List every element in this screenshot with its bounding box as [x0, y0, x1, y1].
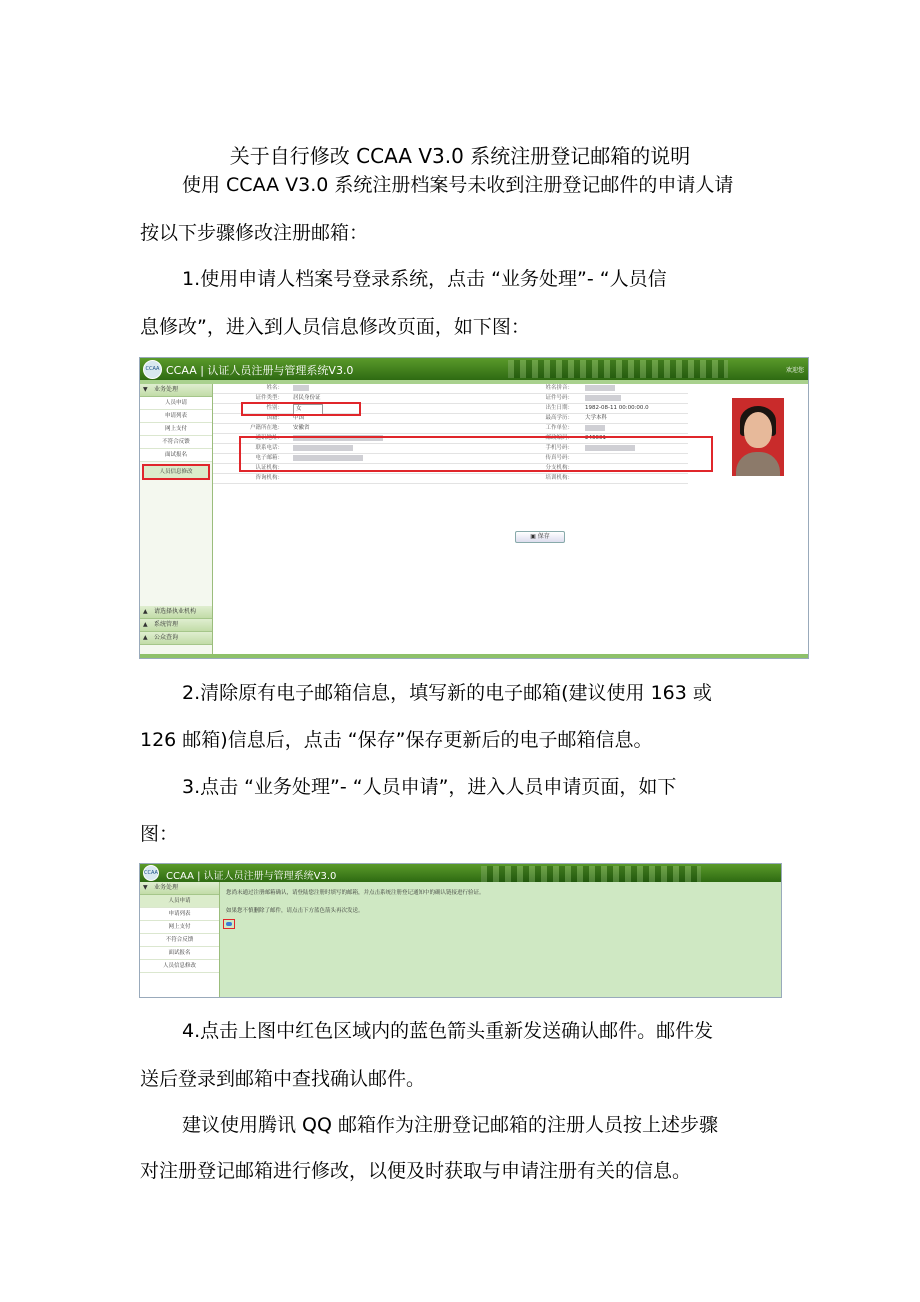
sidebar-item-apply[interactable]: 人员申请 — [140, 895, 219, 908]
field-label: 国籍： — [266, 415, 283, 421]
sidebar-item-interview[interactable]: 面试报名 — [140, 449, 212, 462]
step2-line-1: 2.清除原有电子邮箱信息，填写新的电子邮箱(建议使用 163 或 — [182, 682, 712, 704]
app-title: CCAA | 认证人员注册与管理系统V3.0 — [166, 871, 337, 882]
apply-content — [220, 882, 781, 997]
step4-line-2: 送后登录到邮箱中查找确认邮件。 — [140, 1068, 426, 1090]
field-label: 传真号码： — [545, 455, 573, 461]
sidebar-item-nonconformity[interactable]: 不符合反馈 — [140, 934, 219, 947]
chevron-up-icon: ▲ — [143, 634, 148, 641]
app-banner — [140, 358, 808, 380]
sidebar-item-interview[interactable]: 面试报名 — [140, 947, 219, 960]
note-line-2: 对注册登记邮箱进行修改，以便及时获取与申请注册有关的信息。 — [140, 1160, 692, 1182]
sidebar-item-nonconformity[interactable]: 不符合反馈 — [140, 436, 212, 449]
sidebar-item-info-edit[interactable]: 人员信息修改 — [142, 464, 210, 480]
sidebar-section-org[interactable] — [140, 606, 212, 619]
sidebar-header-label: 业务处理 — [154, 884, 179, 891]
field-label: 出生日期： — [545, 405, 573, 411]
field-value: 1982-08-11 00:00:00.0 — [585, 405, 649, 411]
step3-line-1: 3.点击 “业务处理”- “人员申请”，进入人员申请页面，如下 — [182, 776, 677, 798]
contact-highlight-box — [239, 436, 713, 472]
chevron-down-icon: ▼ — [143, 386, 148, 393]
field-label: 证件类型： — [255, 395, 283, 401]
field-value-blurred — [585, 394, 621, 403]
sidebar-section-system[interactable] — [140, 619, 212, 632]
sidebar-item-apply-list[interactable]: 申请列表 — [140, 410, 212, 423]
resend-hint: 如果您不慎删除了邮件，请点击下方蓝色箭头再次发送。 — [226, 908, 364, 914]
step1-line-1: 1.使用申请人档案号登录系统，点击 “业务处理”- “人员信 — [182, 268, 667, 290]
field-label: 联系电话： — [255, 445, 283, 451]
app-title: CCAA | 认证人员注册与管理系统V3.0 — [166, 364, 354, 377]
field-label: 姓名拼音： — [545, 385, 573, 391]
chevron-up-icon: ▲ — [143, 608, 148, 615]
verify-message: 您尚未通过注册邮箱确认，请登陆您注册时填写的邮箱，并点击系统注册登记通知中的确认链接进行验证。 — [226, 890, 485, 896]
sidebar-item-apply-list[interactable]: 申请列表 — [140, 908, 219, 921]
save-icon: ▣ — [530, 533, 538, 540]
form-row — [213, 474, 688, 484]
gender-select[interactable]: 女 — [293, 404, 323, 415]
step1-line-2: 息修改”，进入到人员信息修改页面，如下图： — [140, 316, 530, 338]
document-title: 关于自行修改 CCAA V3.0 系统注册登记邮箱的说明 — [229, 144, 691, 168]
sidebar-item-info-edit[interactable]: 人员信息修改 — [140, 960, 219, 973]
sidebar-section-org-label: 请选择执业机构 — [154, 608, 197, 615]
sidebar-section-public[interactable] — [140, 632, 212, 645]
sidebar — [140, 384, 213, 658]
field-label: 培训机构： — [545, 475, 573, 481]
chevron-down-icon: ▼ — [143, 884, 148, 891]
gender-highlight-box — [241, 402, 361, 416]
field-label: 最高学历： — [545, 415, 573, 421]
field-label: 手机号码： — [545, 445, 573, 451]
blue-arrow-icon — [226, 922, 232, 926]
screenshot-person-apply — [139, 863, 782, 998]
field-value: 安徽省 — [293, 425, 310, 431]
save-button[interactable] — [515, 531, 565, 543]
field-label: 通讯地址： — [255, 435, 283, 441]
field-value: 中国 — [293, 415, 305, 421]
field-label: 性别： — [266, 405, 283, 411]
note-line-1: 建议使用腾讯 QQ 邮箱作为注册登记邮箱的注册人员按上述步骤 — [182, 1114, 718, 1136]
save-label: 保存 — [537, 533, 550, 540]
ccaa-logo: CCAA — [143, 360, 162, 379]
field-label: 姓名： — [266, 385, 283, 391]
field-label: 证件号码： — [545, 395, 573, 401]
sidebar-header[interactable] — [140, 882, 219, 895]
screenshot-person-info-edit — [139, 357, 809, 659]
banner-pattern — [508, 360, 728, 378]
field-label: 户籍所在地： — [249, 425, 283, 431]
intro-line-1: 使用 CCAA V3.0 系统注册档案号未收到注册登记邮件的申请人请 — [182, 174, 734, 196]
field-label: 分支机构： — [545, 465, 573, 471]
step3-line-2: 图： — [140, 823, 179, 845]
form-content — [213, 384, 808, 658]
field-label: 认证机构： — [255, 465, 283, 471]
field-value: 大学本科 — [585, 415, 608, 421]
sidebar-section-system-label: 系统管理 — [154, 621, 179, 628]
sidebar-item-apply[interactable]: 人员申请 — [140, 397, 212, 410]
sidebar-item-payment[interactable]: 网上支付 — [140, 921, 219, 934]
field-label: 工作单位： — [545, 425, 573, 431]
field-value-blurred — [293, 384, 309, 393]
app-banner — [140, 864, 781, 882]
sidebar-header[interactable] — [140, 384, 212, 397]
sidebar-header-label: 业务处理 — [154, 386, 179, 393]
ccaa-logo: CCAA — [143, 865, 159, 881]
chevron-up-icon: ▲ — [143, 621, 148, 628]
step4-line-1: 4.点击上图中红色区域内的蓝色箭头重新发送确认邮件。邮件发 — [182, 1020, 714, 1042]
step2-line-2: 126 邮箱)信息后，点击 “保存”保存更新后的电子邮箱信息。 — [140, 729, 653, 751]
field-label: 电子邮箱： — [255, 455, 283, 461]
field-value-blurred — [585, 424, 605, 433]
sidebar — [140, 882, 220, 997]
postcode-input[interactable]: 246001 — [585, 435, 606, 441]
field-label: 咨询机构： — [255, 475, 283, 481]
sidebar-section-public-label: 公众查询 — [154, 634, 179, 641]
field-label: 邮政编码： — [545, 435, 573, 441]
form-row — [213, 424, 688, 434]
applicant-photo — [732, 398, 784, 476]
form-row — [213, 384, 688, 394]
resend-arrow-button[interactable] — [223, 919, 235, 929]
field-value: 居民身份证 — [293, 395, 321, 401]
intro-line-2: 按以下步骤修改注册邮箱： — [140, 222, 369, 244]
footer-strip — [140, 654, 808, 658]
user-greeting: 欢迎您 — [785, 367, 804, 374]
field-value-blurred — [585, 384, 615, 393]
sidebar-item-payment[interactable]: 网上支付 — [140, 423, 212, 436]
